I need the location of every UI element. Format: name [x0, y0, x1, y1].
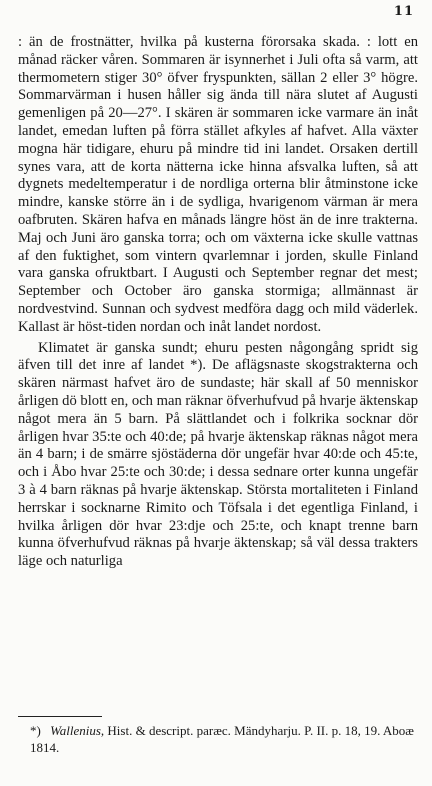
footnote	[30, 722, 418, 756]
body-text	[18, 34, 418, 571]
paragraph-climate-seasons: : än de frostnätter, hvilka på kusterna förorsaka skada. : lott en månad räcker våren. Sommaren är isynnerhet i Juli ofta så varm, att thermometern stiger 30° öfver fryspunkten, sällan 2 eller 3° högre. Sommarvärman i husen håller sig ända till nära slutet af Augusti gemenligen på 20—27°. I skären är sommaren icke varmare än inåt landet, emedan luften på förra stället afkyles af hafvet. Alla växter mogna här tidigare, ehuru på mindre tid ini landet. Orsaken dertill synes vara, att de korta nätterna icke hinna afsvalka luften, så att dygnets medeltemperatur i de nordliga orterna blir åtminstone icke mindre, kanske större än i de sydliga, hvarigenom värman är mera oafbruten. Skären hafva en månads längre höst än de inre trakterna. Maj och Juni äro ganska torra; och om växterna icke skulle vattnas af den fuktighet, som vintern qvarlemnar i jorden, skulle Finland vara ganska ofruktbart. I Augusti och September regnar det mest; September och October äro ganska stormiga; allmännast är nordvestvind. Sunnan och sydvest medföra dagg och mild väderlek. Kallast är höst-tiden nordan och inåt landet nordost.	[18, 34, 418, 335]
footnote-marker: *)	[30, 723, 41, 738]
page-number: 11	[393, 4, 414, 19]
paragraph-health-mortality: Klimatet är ganska sundt; ehuru pesten någongång spridt sig äfven till det inre af landet *). De aflägsnaste skogstrakterna och skären närmast hafvet äro de sundaste; här skall af 50 menniskor årligen dö blott en, och man räknar öfverhufvud på hvarje äktenskap något mera än 5 barn. På slättlandet och i folkrika socknar dör årligen hvar 35:te och 40:de; på hvarje äktenskap räknas något mera än 4 barn; i de smärre sjöstäderna dör ungefär hvar 40:de och 45:te, och i Åbo hvar 25:te och 30:de; i dessa sednare orter kunna ungefär 3 à 4 barn räknas på hvarje äktenskap. Största mortaliteten i Finland herrskar i socknarne Rimito och Töfsala i det egentliga Finland, i hvilka årligen dör hvar 23:dje och 25:te, och knapt trenne barn kunna öfverhufvud räknas på hvarje äktenskap; så väl dessa trakters läge och naturliga	[18, 339, 418, 570]
footnote-citation: Hist. & descript. paræc. Mändyharju. P. II. p. 18, 19. Aboæ 1814.	[30, 723, 414, 755]
footnote-author: Wallenius,	[50, 723, 105, 738]
footnote-divider	[18, 716, 102, 717]
